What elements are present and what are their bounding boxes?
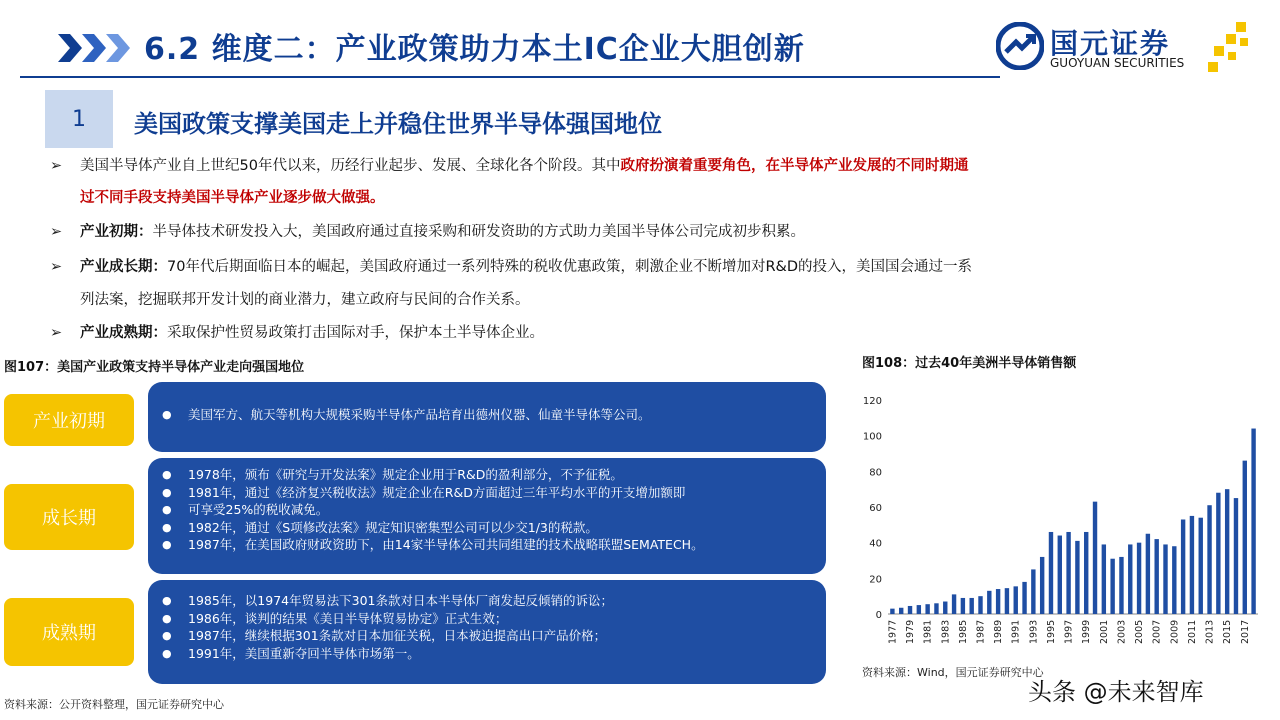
sales-bar-chart: [858, 390, 1272, 662]
bar-2000: [1093, 502, 1097, 614]
list-item: ● 1981年，通过《经济复兴税收法》规定企业在R&D方面超过三年平均水平的开支增加额即: [148, 484, 826, 502]
bar-1986: [969, 598, 973, 614]
stage-panel-growth: [148, 458, 826, 574]
y-tick-label: 80: [869, 467, 882, 479]
list-item: ● 1982年，通过《S项修改法案》规定知识密集型公司可以少交1/3的税款。: [148, 519, 826, 537]
bar-2017: [1243, 461, 1247, 614]
bar-2010: [1181, 519, 1185, 614]
bar-1988: [987, 591, 991, 614]
page-title: 6.2 维度二：产业政策助力本土IC企业大胆创新: [144, 32, 805, 67]
bar-1990: [1005, 588, 1009, 614]
bullet-growth-stage: ➢ 产业成长期：70年代后期面临日本的崛起，美国政府通过一系列特殊的税收优惠政策，刺激企业不断增加对R&D的投入，美国国会通过一系: [50, 259, 972, 275]
bar-1985: [961, 598, 965, 614]
bar-1989: [996, 589, 1000, 614]
list-item: ● 1985年，以1974年贸易法下301条款对日本半导体厂商发起反倾销的诉讼；: [148, 592, 826, 610]
logo-squares-icon: [1208, 22, 1254, 74]
section-title: 美国政策支撑美国走上并稳住世界半导体强国地位: [134, 110, 662, 138]
x-tick-label: 1991: [1010, 619, 1022, 644]
logo-english-name: GUOYUAN SECURITIES: [1050, 56, 1185, 70]
bar-2014: [1216, 493, 1220, 614]
bullet-early-stage: ➢ 产业初期：半导体技术研发投入大，美国政府通过直接采购和研发资助的方式助力美国半导体公司完成初步积累。: [50, 224, 805, 240]
bullet-overview: ➢ 美国半导体产业自上世纪50年代以来，历经行业起步、发展、全球化各个阶段。其中政府扮演着重要角色，在半导体产业发展的不同时期通: [50, 158, 969, 174]
bar-2007: [1154, 539, 1158, 614]
bar-1984: [952, 594, 956, 614]
x-tick-label: 1981: [922, 619, 934, 644]
bar-2003: [1119, 557, 1123, 614]
watermark: 头条 @未来智库: [1028, 678, 1204, 706]
x-tick-label: 1979: [905, 619, 917, 644]
figure108-source: 资料来源：Wind，国元证券研究中心: [862, 666, 1044, 679]
stage-panel-early: [148, 382, 826, 452]
bar-1994: [1040, 557, 1044, 614]
bar-2001: [1102, 544, 1106, 614]
bar-1995: [1049, 532, 1053, 614]
y-tick-label: 60: [869, 503, 882, 514]
x-tick-label: 1983: [940, 619, 952, 644]
list-item-continuation: ● 可享受25%的税收减免。: [148, 501, 826, 519]
bar-1979: [908, 606, 912, 614]
list-item: ● 1991年，美国重新夺回半导体市场第一。: [148, 645, 826, 663]
x-tick-label: 1987: [975, 619, 987, 644]
y-tick-label: 20: [869, 574, 882, 586]
y-tick-label: 0: [875, 610, 882, 621]
bar-1981: [925, 604, 929, 614]
x-tick-label: 1989: [993, 619, 1005, 644]
figure107-title: 图107：美国产业政策支持半导体产业走向强国地位: [4, 360, 305, 375]
x-tick-label: 2013: [1204, 619, 1216, 644]
x-tick-label: 2005: [1134, 619, 1146, 644]
bar-1991: [1014, 586, 1018, 614]
bar-1993: [1031, 569, 1035, 614]
bullet-arrow-icon: ➢: [50, 259, 63, 275]
bullet-arrow-icon: ➢: [50, 158, 63, 174]
x-tick-label: 2011: [1186, 619, 1198, 644]
bar-2004: [1128, 544, 1132, 614]
guoyuan-logo-icon: [996, 22, 1044, 70]
y-tick-label: 100: [862, 431, 882, 443]
bullet-growth-stage-cont: 列法案，挖掘联邦开发计划的商业潜力，建立政府与民间的合作关系。: [80, 292, 530, 308]
x-tick-label: 2001: [1098, 619, 1110, 644]
header-divider: [20, 76, 1000, 78]
x-tick-label: 1993: [1028, 619, 1040, 644]
x-tick-label: 2009: [1169, 619, 1181, 644]
x-tick-label: 1999: [1081, 619, 1093, 644]
bar-1999: [1084, 532, 1088, 614]
x-tick-label: 1995: [1045, 619, 1057, 644]
stage-label-early: 产业初期: [4, 394, 134, 446]
bullet-arrow-icon: ➢: [50, 325, 63, 341]
figure107-source: 资料来源：公开资料整理，国元证券研究中心: [4, 698, 224, 711]
bar-2006: [1146, 534, 1150, 614]
y-tick-label: 120: [862, 396, 882, 407]
x-tick-label: 1997: [1063, 619, 1075, 644]
bar-2012: [1199, 518, 1203, 614]
bar-2015: [1225, 489, 1229, 614]
header-arrows-icon: [58, 34, 132, 62]
x-tick-label: 2015: [1222, 619, 1234, 644]
x-tick-label: 2007: [1151, 619, 1163, 644]
bar-1982: [934, 603, 938, 614]
bar-2018: [1251, 429, 1255, 614]
bar-2002: [1110, 559, 1114, 614]
stage-label-mature: 成熟期: [4, 598, 134, 666]
list-item: ● 1978年，颁布《研究与开发法案》规定企业用于R&D的盈利部分，不予征税。: [148, 466, 826, 484]
bar-1980: [917, 605, 921, 614]
bar-1996: [1058, 536, 1062, 614]
x-tick-label: 2003: [1116, 619, 1128, 644]
list-item: ● 1987年，继续根据301条款对日本加征关税，日本被迫提高出口产品价格；: [148, 627, 826, 645]
x-tick-label: 1985: [957, 619, 969, 644]
bar-2016: [1234, 498, 1238, 614]
x-tick-label: 2017: [1239, 619, 1251, 644]
bar-2008: [1163, 544, 1167, 614]
bar-2005: [1137, 543, 1141, 614]
bar-1983: [943, 602, 947, 614]
list-item: ● 1986年，谈判的结果《美日半导体贸易协定》正式生效；: [148, 610, 826, 628]
x-tick-label: 1977: [887, 619, 899, 644]
bar-1977: [890, 609, 894, 614]
bar-2009: [1172, 546, 1176, 614]
bar-2013: [1207, 505, 1211, 614]
stage-panel-mature: [148, 580, 826, 684]
bar-1997: [1066, 532, 1070, 614]
bullet-arrow-icon: ➢: [50, 224, 63, 240]
bar-1998: [1075, 541, 1079, 614]
bar-2011: [1190, 516, 1194, 614]
y-tick-label: 40: [869, 538, 882, 550]
logo-chinese-name: 国元证券: [1050, 27, 1171, 60]
bullet-overview-cont: 过不同手段支持美国半导体产业逐步做大做强。: [80, 190, 385, 206]
list-item: ● 1987年，在美国政府财政资助下，由14家半导体公司共同组建的技术战略联盟SEMATECH。: [148, 536, 826, 554]
bar-1992: [1022, 582, 1026, 614]
list-item: ● 美国军方、航天等机构大规模采购半导体产品培育出德州仪器、仙童半导体等公司。: [148, 406, 826, 424]
bullet-mature-stage: ➢ 产业成熟期：采取保护性贸易政策打击国际对手，保护本土半导体企业。: [50, 325, 544, 341]
section-number: 1: [45, 90, 113, 148]
stage-label-growth: 成长期: [4, 484, 134, 550]
bar-1987: [978, 596, 982, 614]
bar-1978: [899, 608, 903, 614]
figure108-title: 图108：过去40年美洲半导体销售额: [862, 356, 1077, 371]
company-logo: [996, 20, 1266, 76]
